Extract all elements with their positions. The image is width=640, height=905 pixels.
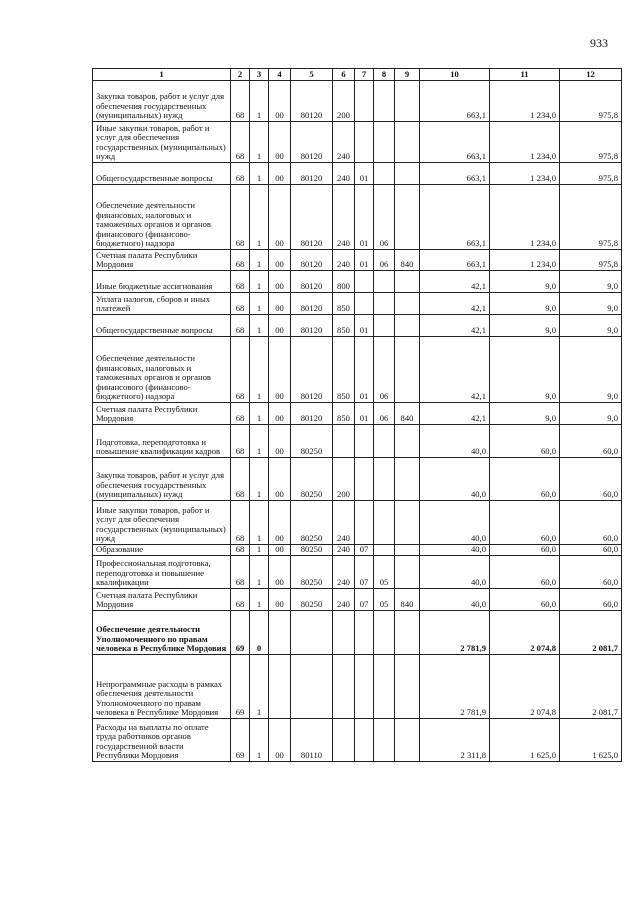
amount-2024: 1 234,0 bbox=[490, 122, 560, 163]
table-row bbox=[93, 556, 622, 589]
code-admin: 68 bbox=[231, 315, 250, 337]
code-section: 01 bbox=[355, 163, 374, 185]
code-program: 1 bbox=[250, 250, 269, 271]
code-subprogram: 00 bbox=[269, 425, 291, 458]
code-subprogram: 00 bbox=[269, 163, 291, 185]
amount-2023: 663,1 bbox=[420, 185, 490, 250]
code-subprogram: 00 bbox=[269, 81, 291, 122]
code-section bbox=[355, 293, 374, 315]
amount-2024: 60,0 bbox=[490, 556, 560, 589]
code-admin: 68 bbox=[231, 545, 250, 556]
code-subsection bbox=[374, 545, 395, 556]
code-subsection bbox=[374, 163, 395, 185]
amount-2025: 60,0 bbox=[560, 589, 622, 611]
code-department bbox=[395, 293, 420, 315]
code-section bbox=[355, 611, 374, 655]
code-admin: 68 bbox=[231, 337, 250, 403]
col-header: 6 bbox=[333, 69, 355, 81]
amount-2025: 975,8 bbox=[560, 163, 622, 185]
code-subsection bbox=[374, 122, 395, 163]
code-admin: 69 bbox=[231, 719, 250, 762]
code-admin: 68 bbox=[231, 122, 250, 163]
code-item bbox=[291, 611, 333, 655]
code-program: 1 bbox=[250, 545, 269, 556]
code-department bbox=[395, 271, 420, 293]
amount-2023: 42,1 bbox=[420, 315, 490, 337]
code-program: 1 bbox=[250, 185, 269, 250]
code-subsection bbox=[374, 719, 395, 762]
amount-2025: 9,0 bbox=[560, 337, 622, 403]
code-subprogram: 00 bbox=[269, 315, 291, 337]
row-name: Закупка товаров, работ и услуг для обеспечения государственных (муниципальных) нужд bbox=[93, 81, 231, 122]
amount-2024: 9,0 bbox=[490, 337, 560, 403]
code-subprogram: 00 bbox=[269, 185, 291, 250]
amount-2025: 9,0 bbox=[560, 403, 622, 425]
code-department bbox=[395, 315, 420, 337]
amount-2025: 60,0 bbox=[560, 545, 622, 556]
code-admin: 68 bbox=[231, 163, 250, 185]
code-expense-type: 240 bbox=[333, 250, 355, 271]
amount-2025: 975,8 bbox=[560, 122, 622, 163]
amount-2025: 9,0 bbox=[560, 293, 622, 315]
code-expense-type: 200 bbox=[333, 81, 355, 122]
amount-2025: 2 081,7 bbox=[560, 611, 622, 655]
amount-2025: 9,0 bbox=[560, 315, 622, 337]
row-name: Обеспечение деятельности Уполномоченного по правам человека в Республике Мордовия bbox=[93, 611, 231, 655]
row-name: Иные закупки товаров, работ и услуг для обеспечения государственных (муниципальных) нужд bbox=[93, 122, 231, 163]
col-header: 3 bbox=[250, 69, 269, 81]
code-department bbox=[395, 501, 420, 545]
code-department bbox=[395, 545, 420, 556]
code-item: 80250 bbox=[291, 425, 333, 458]
code-subsection: 06 bbox=[374, 185, 395, 250]
col-header: 5 bbox=[291, 69, 333, 81]
amount-2025: 2 081,7 bbox=[560, 655, 622, 719]
row-name: Подготовка, переподготовка и повышение квалификации кадров bbox=[93, 425, 231, 458]
amount-2023: 40,0 bbox=[420, 501, 490, 545]
code-section: 01 bbox=[355, 315, 374, 337]
code-section: 07 bbox=[355, 545, 374, 556]
row-name: Счетная палата Республики Мордовия bbox=[93, 589, 231, 611]
table-row bbox=[93, 81, 622, 122]
code-section: 07 bbox=[355, 589, 374, 611]
code-item: 80120 bbox=[291, 81, 333, 122]
amount-2023: 663,1 bbox=[420, 163, 490, 185]
code-admin: 68 bbox=[231, 425, 250, 458]
amount-2025: 1 625,0 bbox=[560, 719, 622, 762]
col-header: 2 bbox=[231, 69, 250, 81]
code-item: 80120 bbox=[291, 185, 333, 250]
code-program: 1 bbox=[250, 337, 269, 403]
amount-2024: 1 625,0 bbox=[490, 719, 560, 762]
code-subprogram: 00 bbox=[269, 122, 291, 163]
code-section bbox=[355, 425, 374, 458]
code-subprogram bbox=[269, 611, 291, 655]
code-subsection: 05 bbox=[374, 556, 395, 589]
code-item: 80120 bbox=[291, 250, 333, 271]
row-name: Счетная палата Республики Мордовия bbox=[93, 403, 231, 425]
amount-2023: 42,1 bbox=[420, 403, 490, 425]
code-subprogram: 00 bbox=[269, 719, 291, 762]
code-subsection: 06 bbox=[374, 337, 395, 403]
table-row bbox=[93, 425, 622, 458]
row-name: Общегосударственные вопросы bbox=[93, 315, 231, 337]
header-row bbox=[93, 69, 622, 81]
code-section bbox=[355, 81, 374, 122]
code-item: 80110 bbox=[291, 719, 333, 762]
code-subprogram: 00 bbox=[269, 337, 291, 403]
amount-2024: 60,0 bbox=[490, 501, 560, 545]
code-section bbox=[355, 501, 374, 545]
table-header bbox=[93, 69, 622, 81]
code-subprogram: 00 bbox=[269, 545, 291, 556]
code-expense-type bbox=[333, 611, 355, 655]
code-program: 1 bbox=[250, 556, 269, 589]
code-program: 1 bbox=[250, 655, 269, 719]
amount-2023: 663,1 bbox=[420, 122, 490, 163]
code-department bbox=[395, 122, 420, 163]
code-program: 1 bbox=[250, 425, 269, 458]
table-row bbox=[93, 719, 622, 762]
col-header: 7 bbox=[355, 69, 374, 81]
code-program: 1 bbox=[250, 458, 269, 501]
code-item: 80250 bbox=[291, 501, 333, 545]
table-row bbox=[93, 611, 622, 655]
table-row bbox=[93, 315, 622, 337]
code-department bbox=[395, 458, 420, 501]
amount-2024: 60,0 bbox=[490, 458, 560, 501]
table-row bbox=[93, 271, 622, 293]
code-admin: 68 bbox=[231, 589, 250, 611]
code-expense-type: 240 bbox=[333, 545, 355, 556]
code-item: 80250 bbox=[291, 556, 333, 589]
code-item: 80120 bbox=[291, 271, 333, 293]
code-item: 80120 bbox=[291, 403, 333, 425]
amount-2024: 60,0 bbox=[490, 545, 560, 556]
code-expense-type: 240 bbox=[333, 185, 355, 250]
code-program: 1 bbox=[250, 293, 269, 315]
table-row bbox=[93, 458, 622, 501]
code-department bbox=[395, 425, 420, 458]
code-section bbox=[355, 271, 374, 293]
code-department bbox=[395, 655, 420, 719]
col-header: 12 bbox=[560, 69, 622, 81]
amount-2023: 2 781,9 bbox=[420, 611, 490, 655]
code-subsection: 05 bbox=[374, 589, 395, 611]
code-item: 80120 bbox=[291, 315, 333, 337]
table-row bbox=[93, 337, 622, 403]
code-subsection bbox=[374, 81, 395, 122]
amount-2023: 2 781,9 bbox=[420, 655, 490, 719]
amount-2024: 9,0 bbox=[490, 315, 560, 337]
code-subprogram: 00 bbox=[269, 403, 291, 425]
amount-2023: 42,1 bbox=[420, 293, 490, 315]
code-expense-type: 240 bbox=[333, 122, 355, 163]
code-program: 1 bbox=[250, 163, 269, 185]
code-subprogram: 00 bbox=[269, 501, 291, 545]
code-program: 1 bbox=[250, 589, 269, 611]
code-subsection: 06 bbox=[374, 250, 395, 271]
code-admin: 68 bbox=[231, 271, 250, 293]
amount-2025: 975,8 bbox=[560, 81, 622, 122]
amount-2025: 975,8 bbox=[560, 185, 622, 250]
code-department bbox=[395, 719, 420, 762]
amount-2024: 1 234,0 bbox=[490, 250, 560, 271]
code-item: 80120 bbox=[291, 163, 333, 185]
code-admin: 68 bbox=[231, 293, 250, 315]
code-subprogram: 00 bbox=[269, 589, 291, 611]
code-expense-type bbox=[333, 719, 355, 762]
code-program: 1 bbox=[250, 81, 269, 122]
code-section: 01 bbox=[355, 250, 374, 271]
code-subprogram: 00 bbox=[269, 271, 291, 293]
row-name: Расходы на выплаты по оплате труда работников органов государственной власти Республики Мордовия bbox=[93, 719, 231, 762]
code-department bbox=[395, 611, 420, 655]
row-name: Обеспечение деятельности финансовых, налоговых и таможенных органов и органов финансового (финансово-бюджетного) надзора bbox=[93, 185, 231, 250]
code-item: 80120 bbox=[291, 293, 333, 315]
code-section: 01 bbox=[355, 337, 374, 403]
row-name: Обеспечение деятельности финансовых, налоговых и таможенных органов и органов финансового (финансово-бюджетного) надзора bbox=[93, 337, 231, 403]
code-subsection bbox=[374, 293, 395, 315]
row-name: Профессиональная подготовка, переподготовка и повышение квалификации bbox=[93, 556, 231, 589]
code-item: 80250 bbox=[291, 545, 333, 556]
amount-2024: 2 074,8 bbox=[490, 611, 560, 655]
amount-2023: 40,0 bbox=[420, 545, 490, 556]
row-name: Уплата налогов, сборов и иных платежей bbox=[93, 293, 231, 315]
code-subsection: 06 bbox=[374, 403, 395, 425]
table-row bbox=[93, 589, 622, 611]
code-department bbox=[395, 163, 420, 185]
code-expense-type: 240 bbox=[333, 163, 355, 185]
code-expense-type: 200 bbox=[333, 458, 355, 501]
page-number: 933 bbox=[590, 36, 608, 50]
amount-2023: 42,1 bbox=[420, 271, 490, 293]
code-subsection bbox=[374, 501, 395, 545]
code-admin: 68 bbox=[231, 458, 250, 501]
amount-2024: 9,0 bbox=[490, 293, 560, 315]
code-department bbox=[395, 337, 420, 403]
code-admin: 68 bbox=[231, 501, 250, 545]
amount-2024: 60,0 bbox=[490, 425, 560, 458]
row-name: Образование bbox=[93, 545, 231, 556]
code-expense-type bbox=[333, 655, 355, 719]
code-admin: 69 bbox=[231, 655, 250, 719]
amount-2023: 42,1 bbox=[420, 337, 490, 403]
code-item: 80120 bbox=[291, 337, 333, 403]
code-program: 1 bbox=[250, 501, 269, 545]
amount-2024: 1 234,0 bbox=[490, 185, 560, 250]
amount-2023: 40,0 bbox=[420, 589, 490, 611]
amount-2023: 663,1 bbox=[420, 250, 490, 271]
budget-table bbox=[92, 68, 622, 762]
col-header: 1 bbox=[93, 69, 231, 81]
code-admin: 68 bbox=[231, 250, 250, 271]
amount-2025: 60,0 bbox=[560, 425, 622, 458]
code-expense-type: 240 bbox=[333, 501, 355, 545]
amount-2023: 2 311,8 bbox=[420, 719, 490, 762]
col-header: 4 bbox=[269, 69, 291, 81]
amount-2025: 60,0 bbox=[560, 458, 622, 501]
code-expense-type bbox=[333, 425, 355, 458]
code-section: 07 bbox=[355, 556, 374, 589]
code-subprogram: 00 bbox=[269, 556, 291, 589]
code-subsection bbox=[374, 271, 395, 293]
amount-2024: 9,0 bbox=[490, 271, 560, 293]
code-program: 1 bbox=[250, 719, 269, 762]
code-expense-type: 240 bbox=[333, 589, 355, 611]
code-admin: 68 bbox=[231, 556, 250, 589]
col-header: 10 bbox=[420, 69, 490, 81]
code-section bbox=[355, 655, 374, 719]
code-expense-type: 850 bbox=[333, 403, 355, 425]
table-row bbox=[93, 185, 622, 250]
table-row bbox=[93, 250, 622, 271]
code-expense-type: 800 bbox=[333, 271, 355, 293]
amount-2024: 1 234,0 bbox=[490, 81, 560, 122]
code-subprogram: 00 bbox=[269, 458, 291, 501]
code-subsection bbox=[374, 425, 395, 458]
code-section bbox=[355, 719, 374, 762]
code-department bbox=[395, 81, 420, 122]
code-item: 80250 bbox=[291, 589, 333, 611]
code-department: 840 bbox=[395, 589, 420, 611]
code-admin: 69 bbox=[231, 611, 250, 655]
code-expense-type: 240 bbox=[333, 556, 355, 589]
amount-2025: 9,0 bbox=[560, 271, 622, 293]
code-section: 01 bbox=[355, 185, 374, 250]
code-expense-type: 850 bbox=[333, 315, 355, 337]
code-admin: 68 bbox=[231, 403, 250, 425]
table-row bbox=[93, 655, 622, 719]
table-row bbox=[93, 122, 622, 163]
amount-2025: 975,8 bbox=[560, 250, 622, 271]
code-subsection bbox=[374, 611, 395, 655]
amount-2024: 2 074,8 bbox=[490, 655, 560, 719]
code-subsection bbox=[374, 458, 395, 501]
amount-2023: 40,0 bbox=[420, 458, 490, 501]
code-department bbox=[395, 185, 420, 250]
amount-2024: 1 234,0 bbox=[490, 163, 560, 185]
code-section bbox=[355, 122, 374, 163]
row-name: Иные бюджетные ассигнования bbox=[93, 271, 231, 293]
row-name: Счетная палата Республики Мордовия bbox=[93, 250, 231, 271]
code-admin: 68 bbox=[231, 185, 250, 250]
col-header: 8 bbox=[374, 69, 395, 81]
col-header: 11 bbox=[490, 69, 560, 81]
row-name: Общегосударственные вопросы bbox=[93, 163, 231, 185]
code-item bbox=[291, 655, 333, 719]
code-expense-type: 850 bbox=[333, 337, 355, 403]
table-row bbox=[93, 293, 622, 315]
code-admin: 68 bbox=[231, 81, 250, 122]
code-subprogram: 00 bbox=[269, 250, 291, 271]
row-name: Непрограммные расходы в рамках обеспечения деятельности Уполномоченного по правам человека в Республике Мордовия bbox=[93, 655, 231, 719]
table-body bbox=[93, 81, 622, 762]
code-section: 01 bbox=[355, 403, 374, 425]
code-program: 0 bbox=[250, 611, 269, 655]
code-department bbox=[395, 556, 420, 589]
code-item: 80250 bbox=[291, 458, 333, 501]
amount-2025: 60,0 bbox=[560, 556, 622, 589]
code-subsection bbox=[374, 315, 395, 337]
code-item: 80120 bbox=[291, 122, 333, 163]
table-row bbox=[93, 501, 622, 545]
table-row bbox=[93, 403, 622, 425]
amount-2023: 663,1 bbox=[420, 81, 490, 122]
code-expense-type: 850 bbox=[333, 293, 355, 315]
code-department: 840 bbox=[395, 250, 420, 271]
code-subprogram bbox=[269, 655, 291, 719]
amount-2024: 60,0 bbox=[490, 589, 560, 611]
amount-2023: 40,0 bbox=[420, 425, 490, 458]
col-header: 9 bbox=[395, 69, 420, 81]
code-program: 1 bbox=[250, 122, 269, 163]
code-section bbox=[355, 458, 374, 501]
code-program: 1 bbox=[250, 403, 269, 425]
table-row bbox=[93, 545, 622, 556]
code-department: 840 bbox=[395, 403, 420, 425]
code-subprogram: 00 bbox=[269, 293, 291, 315]
row-name: Закупка товаров, работ и услуг для обеспечения государственных (муниципальных) нужд bbox=[93, 458, 231, 501]
code-subsection bbox=[374, 655, 395, 719]
amount-2024: 9,0 bbox=[490, 403, 560, 425]
row-name: Иные закупки товаров, работ и услуг для обеспечения государственных (муниципальных) нужд bbox=[93, 501, 231, 545]
amount-2023: 40,0 bbox=[420, 556, 490, 589]
table-row bbox=[93, 163, 622, 185]
code-program: 1 bbox=[250, 315, 269, 337]
amount-2025: 60,0 bbox=[560, 501, 622, 545]
code-program: 1 bbox=[250, 271, 269, 293]
